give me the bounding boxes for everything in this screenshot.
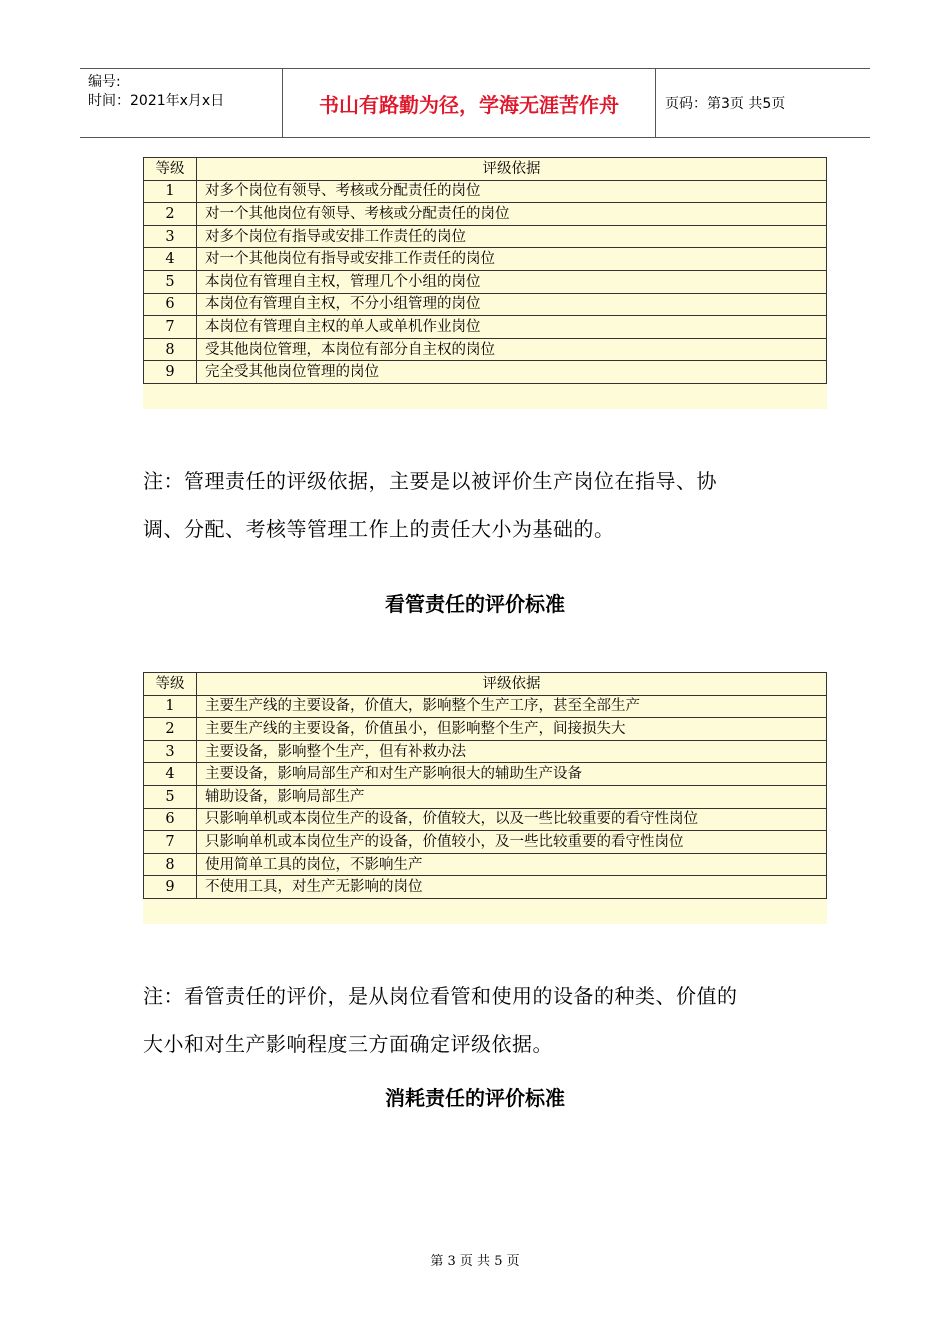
grade-level: 3 bbox=[144, 225, 197, 248]
grade-level: 8 bbox=[144, 338, 197, 361]
col-header-basis: 评级依据 bbox=[197, 673, 827, 696]
grade-basis: 对多个岗位有领导、考核或分配责任的岗位 bbox=[197, 180, 827, 203]
grade-level: 5 bbox=[144, 785, 197, 808]
page-footer: 第 3 页 共 5 页 bbox=[430, 1254, 520, 1269]
table-footer-band bbox=[143, 899, 827, 924]
table-header-row bbox=[144, 158, 827, 181]
grade-basis: 只影响单机或本岗位生产的设备，价值较小，及一些比较重要的看守性岗位 bbox=[197, 831, 827, 854]
grade-basis: 本岗位有管理自主权的单人或单机作业岗位 bbox=[197, 316, 827, 339]
table-row bbox=[144, 338, 827, 361]
note-custody bbox=[143, 972, 823, 1068]
number-label: 编号: bbox=[88, 74, 121, 90]
page-header bbox=[80, 68, 870, 138]
table-row bbox=[144, 740, 827, 763]
grade-level: 6 bbox=[144, 808, 197, 831]
grade-basis: 主要生产线的主要设备，价值虽小，但影响整个生产，间接损失大 bbox=[197, 718, 827, 741]
table-row bbox=[144, 785, 827, 808]
grade-basis: 辅助设备，影响局部生产 bbox=[197, 785, 827, 808]
table-row bbox=[144, 876, 827, 899]
grade-level: 8 bbox=[144, 853, 197, 876]
table-row bbox=[144, 248, 827, 271]
grade-basis: 不使用工具，对生产无影响的岗位 bbox=[197, 876, 827, 899]
table-row bbox=[144, 361, 827, 384]
grade-basis: 本岗位有管理自主权，不分小组管理的岗位 bbox=[197, 293, 827, 316]
grade-basis: 受其他岗位管理，本岗位有部分自主权的岗位 bbox=[197, 338, 827, 361]
header-meta bbox=[80, 69, 283, 137]
grade-basis: 本岗位有管理自主权，管理几个小组的岗位 bbox=[197, 270, 827, 293]
grade-level: 7 bbox=[144, 316, 197, 339]
grade-level: 4 bbox=[144, 248, 197, 271]
grade-level: 3 bbox=[144, 740, 197, 763]
table-row bbox=[144, 695, 827, 718]
grade-level: 9 bbox=[144, 361, 197, 384]
table-header-row bbox=[144, 673, 827, 696]
grade-basis: 使用简单工具的岗位，不影响生产 bbox=[197, 853, 827, 876]
grade-basis: 完全受其他岗位管理的岗位 bbox=[197, 361, 827, 384]
grade-level: 7 bbox=[144, 831, 197, 854]
grade-table-2 bbox=[143, 672, 827, 899]
grade-basis: 对一个其他岗位有领导、考核或分配责任的岗位 bbox=[197, 203, 827, 226]
note-line: 调、分配、考核等管理工作上的责任大小为基础的。 bbox=[143, 517, 615, 541]
table-row bbox=[144, 763, 827, 786]
grade-basis: 只影响单机或本岗位生产的设备，价值较大，以及一些比较重要的看守性岗位 bbox=[197, 808, 827, 831]
time-label: 时间：2021年x月x日 bbox=[88, 93, 225, 109]
grade-table-1 bbox=[143, 157, 827, 384]
grade-level: 2 bbox=[144, 718, 197, 741]
grade-level: 5 bbox=[144, 270, 197, 293]
custody-grade-table bbox=[143, 672, 827, 924]
note-management bbox=[143, 457, 823, 553]
grade-level: 4 bbox=[144, 763, 197, 786]
note-line: 大小和对生产影响程度三方面确定评级依据。 bbox=[143, 1032, 553, 1056]
note-line: 注：看管责任的评价，是从岗位看管和使用的设备的种类、价值的 bbox=[143, 984, 738, 1008]
header-motto: 书山有路勤为径，学海无涯苦作舟 bbox=[283, 69, 656, 137]
table-row bbox=[144, 316, 827, 339]
section-title-custody: 看管责任的评价标准 bbox=[385, 592, 565, 616]
table-row bbox=[144, 831, 827, 854]
grade-basis: 对多个岗位有指导或安排工作责任的岗位 bbox=[197, 225, 827, 248]
table-row bbox=[144, 808, 827, 831]
header-page-label: 页码：第3页 共5页 bbox=[665, 96, 786, 112]
col-header-level: 等级 bbox=[144, 673, 197, 696]
table-row bbox=[144, 853, 827, 876]
grade-level: 6 bbox=[144, 293, 197, 316]
table-row bbox=[144, 225, 827, 248]
section-title-consumption: 消耗责任的评价标准 bbox=[385, 1086, 565, 1110]
col-header-basis: 评级依据 bbox=[197, 158, 827, 181]
table-row bbox=[144, 203, 827, 226]
table-row bbox=[144, 718, 827, 741]
table-row bbox=[144, 180, 827, 203]
table-row bbox=[144, 293, 827, 316]
grade-level: 9 bbox=[144, 876, 197, 899]
grade-level: 1 bbox=[144, 695, 197, 718]
grade-basis: 主要生产线的主要设备，价值大，影响整个生产工序，甚至全部生产 bbox=[197, 695, 827, 718]
grade-basis: 主要设备，影响整个生产，但有补救办法 bbox=[197, 740, 827, 763]
management-grade-table bbox=[143, 157, 827, 409]
grade-level: 2 bbox=[144, 203, 197, 226]
grade-basis: 对一个其他岗位有指导或安排工作责任的岗位 bbox=[197, 248, 827, 271]
table-row bbox=[144, 270, 827, 293]
grade-level: 1 bbox=[144, 180, 197, 203]
grade-basis: 主要设备，影响局部生产和对生产影响很大的辅助生产设备 bbox=[197, 763, 827, 786]
table-footer-band bbox=[143, 384, 827, 409]
col-header-level: 等级 bbox=[144, 158, 197, 181]
note-line: 注：管理责任的评级依据，主要是以被评价生产岗位在指导、协 bbox=[143, 469, 717, 493]
